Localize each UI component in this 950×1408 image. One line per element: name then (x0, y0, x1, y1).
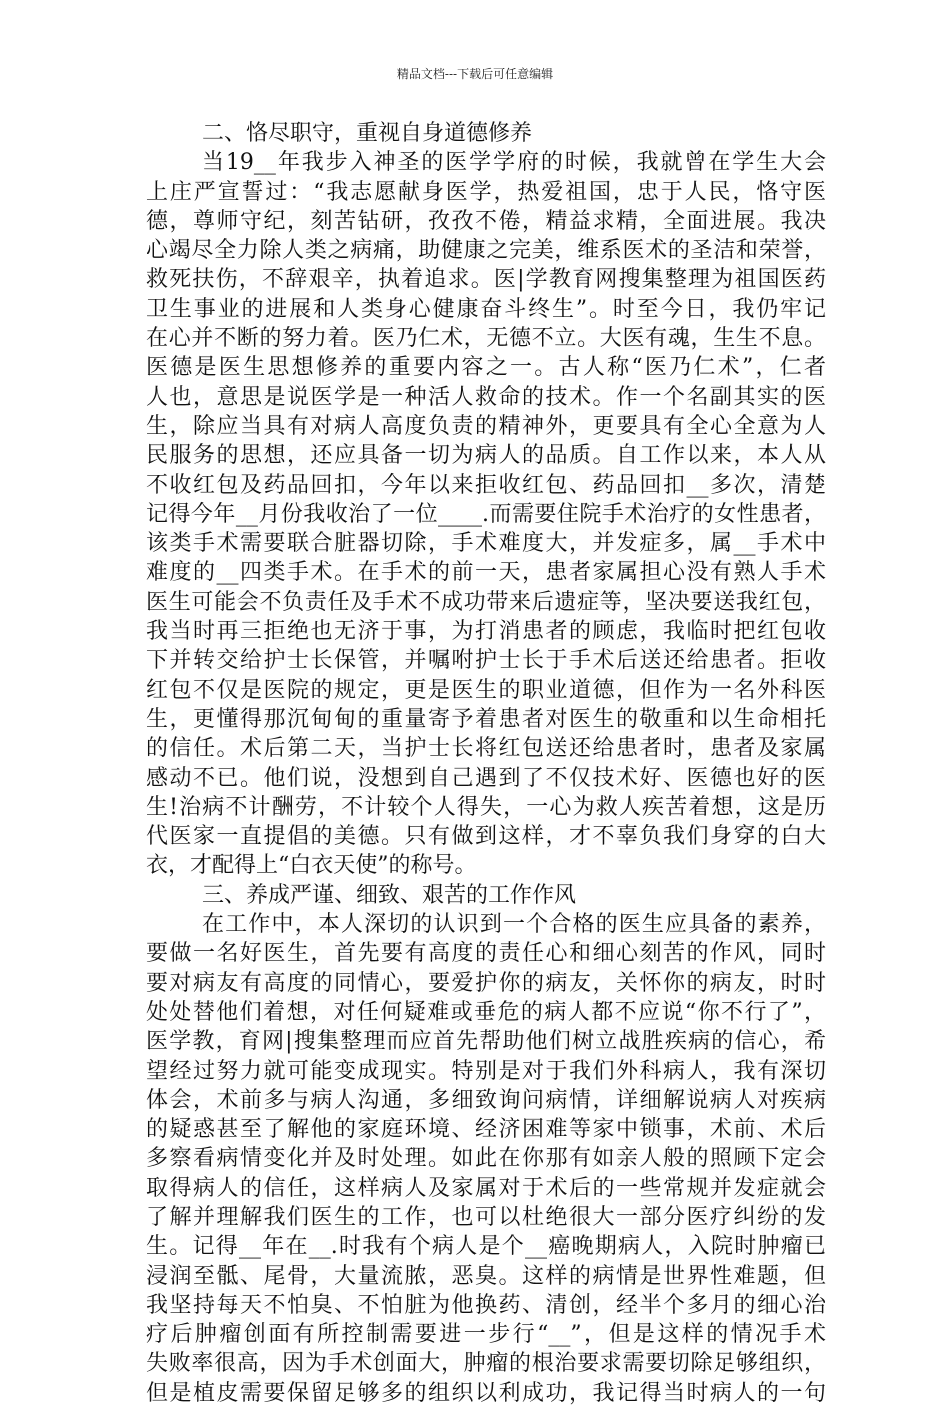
text-line: 多察看病情变化并及时处理。如此在你那有如亲人般的照顾下定会 (146, 1146, 826, 1172)
text-line: 我坚持每天不怕臭、不怕脏为他换药、清创，经半个多月的细心治 (146, 1292, 826, 1318)
paragraph-first-line: 在工作中，本人深切的认识到一个合格的医生应具备的素养， (202, 912, 826, 938)
paragraph-last-line: 衣，才配得上“白衣天使”的称号。 (146, 853, 477, 879)
text-line: 要对病友有高度的同情心，要爱护你的病友，关怀你的病友，时时 (146, 970, 826, 996)
text-line: 难度的__四类手术。在手术的前一天，患者家属担心没有熟人手术 (146, 560, 826, 586)
text-line: 不收红包及药品回扣，今年以来拒收红包、药品回扣__多次，清楚 (146, 472, 826, 498)
text-line: 上庄严宣誓过：“我志愿献身医学，热爱祖国，忠于人民，恪守医 (146, 179, 826, 205)
text-line: 我当时再三拒绝也无济于事，为打消患者的顾虑，我临时把红包收 (146, 619, 826, 645)
text-line: 医生可能会不负责任及手术不成功带来后遗症等，坚决要送我红包， (146, 589, 826, 615)
text-line: 生，除应当具有对病人高度负责的精神外，更要具有全心全意为人 (146, 413, 826, 439)
text-line: 记得今年__月份我收治了一位____.而需要住院手术治疗的女性患者， (146, 501, 826, 527)
page-header: 精品文档---下载后可任意编辑 (396, 67, 554, 81)
text-line: 下并转交给护士长保管，并嘱咐护士长于手术后送还给患者。拒收 (146, 648, 826, 674)
text-line: 生。记得__年在__.时我有个病人是个__癌晚期病人，入院时肿瘤已 (146, 1234, 826, 1260)
text-line: 卫生事业的进展和人类身心健康奋斗终生”。时至今日，我仍牢记 (146, 296, 826, 322)
text-line: 生，更懂得那沉甸甸的重量寄予着患者对医生的敬重和以生命相托 (146, 706, 826, 732)
text-line: 德，尊师守纪，刻苦钻研，孜孜不倦，精益求精，全面进展。我决 (146, 208, 826, 234)
text-line: 感动不已。他们说，没想到自己遇到了不仅技术好、医德也好的医 (146, 765, 826, 791)
text-line: 的疑惑甚至了解他的家庭环境、经济困难等家中锁事，术前、术后 (146, 1117, 826, 1143)
document-body (146, 119, 826, 1408)
text-line: 医学教，育网|搜集整理而应首先帮助他们树立战胜疾病的信心，希 (146, 1029, 826, 1055)
text-line: 体会，术前多与病人沟通，多细致询问病情，详细解说病人对疾病 (146, 1087, 826, 1113)
text-line: 救死扶伤，不辞艰辛，执着追求。医|学教育网搜集整理为祖国医药 (146, 267, 826, 293)
text-line: 了解并理解我们医生的工作，也可以杜绝很大一部分医疗纠纷的发 (146, 1204, 826, 1230)
text-line: 在心并不断的努力着。医乃仁术，无德不立。大医有魂，生生不息。 (146, 326, 826, 352)
text-line: 失败率很高，因为手术创面大，肿瘤的根治要求需要切除足够组织， (146, 1351, 826, 1377)
text-line: 但是植皮需要保留足够多的组织以利成功，我记得当时病人的一句 (146, 1380, 826, 1406)
section-heading: 二、恪尽职守，重视自身道德修养 (202, 121, 533, 146)
text-line: 的信任。术后第二天，当护士长将红包送还给患者时，患者及家属 (146, 736, 826, 762)
text-line: 民服务的思想，还应具备一切为病人的品质。自工作以来，本人从 (146, 443, 826, 469)
text-line: 医德是医生思想修养的重要内容之一。古人称“医乃仁术”，仁者 (146, 355, 826, 381)
text-line: 人也，意思是说医学是一种活人救命的技术。作一个名副其实的医 (146, 384, 826, 410)
text-line: 代医家一直提倡的美德。只有做到这样，才不辜负我们身穿的白大 (146, 824, 826, 850)
paragraph-first-line: 当19__年我步入神圣的医学学府的时候，我就曾在学生大会 (202, 150, 826, 176)
text-line: 处处替他们着想，对任何疑难或垂危的病人都不应说“你不行了”， (146, 999, 826, 1025)
text-line: 生!治病不计酬劳，不计较个人得失，一心为救人疾苦着想，这是历 (146, 794, 826, 820)
text-line: 红包不仅是医院的规定，更是医生的职业道德，但作为一名外科医 (146, 677, 826, 703)
text-line: 该类手术需要联合脏器切除，手术难度大，并发症多，属__手术中 (146, 531, 826, 557)
text-line: 浸润至骶、尾骨，大量流脓，恶臭。这样的病情是世界性难题，但 (146, 1263, 826, 1289)
section-heading: 三、养成严谨、细致、艰苦的工作作风 (202, 882, 577, 908)
text-line: 取得病人的信任，这样病人及家属对于术后的一些常规并发症就会 (146, 1175, 826, 1201)
text-line: 疗后肿瘤创面有所控制需要进一步行“__”，但是这样的情况手术 (146, 1322, 826, 1348)
text-line: 心竭尽全力除人类之病痛，助健康之完美，维系医术的圣洁和荣誉， (146, 238, 826, 264)
text-line: 要做一名好医生，首先要有高度的责任心和细心刻苦的作风，同时 (146, 941, 826, 967)
text-line: 望经过努力就可能变成现实。特别是对于我们外科病人，我有深切 (146, 1058, 826, 1084)
